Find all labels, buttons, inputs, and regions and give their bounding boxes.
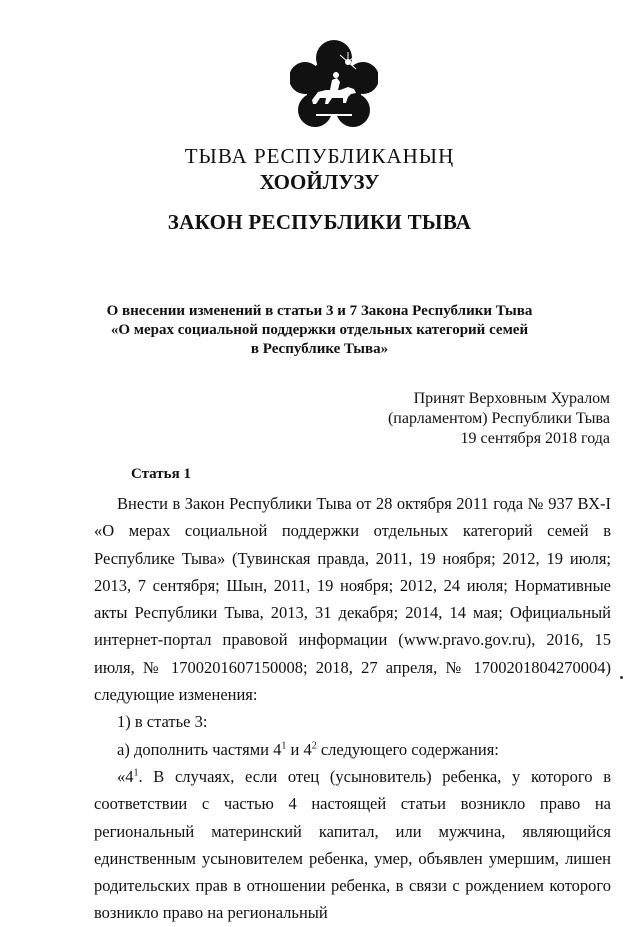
article-body	[94, 490, 611, 927]
item-a-text-2: и 4	[286, 739, 312, 759]
article-paragraph: Внести в Закон Республики Тыва от 28 октября 2011 года № 937 ВХ-I «О мерах социальной поддержки отдельных категорий семей в Республике Тыва» (Тувинская правда, 2011, 19 ноября; 2012, 19 июля; 2013, 7 сентября; Шын, 2011, 19 ноября; 2012, 24 июля; Нормативные акты Республики Тыва, 2013, 31 декабря; 2014, 14 мая; Официальный интернет-портал правовой информации (www.pravo.gov.ru), 2016, 15 июля, № 1700201607150008; 2018, 27 апреля, № 1700201804270004) следующие изменения:	[94, 494, 611, 705]
quote-sup: 1	[133, 767, 139, 779]
law-title	[0, 302, 639, 359]
item-a-sup-1: 1	[281, 740, 287, 752]
quote-text: . В случаях, если отец (усыновитель) ребенка, у которого в соответствии с частью 4 настоящей статьи возникло право на региональный материнский капитал, или мужчина, являющийся единственным усыновителем ребенка, умер, объявлен умершим, лишен родительских прав в отношении ребенка, в связи с рождением которого возникло право на региональный	[94, 766, 611, 923]
law-title-line-2: «О мерах социальной поддержки отдельных категорий семей	[110, 322, 529, 338]
header-line-tuvan: ТЫВА РЕСПУБЛИКАНЫҢ	[184, 144, 455, 168]
item-a-text-3: следующего содержания:	[316, 739, 499, 759]
coat-of-arms-icon	[290, 40, 378, 132]
adoption-note	[388, 389, 610, 449]
article-heading: Статья 1	[131, 466, 191, 482]
item-a-sup-2: 2	[311, 740, 317, 752]
quoted-amendment	[94, 763, 611, 927]
article-item-a	[94, 736, 611, 763]
article-item-1: 1) в статье 3:	[117, 712, 208, 732]
adoption-line-2: (парламентом) Республики Тыва	[387, 410, 610, 427]
scan-speck	[620, 676, 623, 679]
law-title-line-3: в Республике Тыва»	[250, 341, 389, 357]
header-line-tuvan-2: ХООЙЛУЗУ	[259, 170, 380, 194]
adoption-line-1: Принят Верховным Хуралом	[413, 390, 610, 407]
quote-number: «4	[117, 766, 134, 786]
law-title-line-1: О внесении изменений в статьи 3 и 7 Закона Республики Тыва	[106, 303, 533, 319]
item-a-text-1: а) дополнить частями 4	[117, 739, 282, 759]
adoption-date: 19 сентября 2018 года	[460, 430, 610, 447]
law-heading: ЗАКОН РЕСПУБЛИКИ ТЫВА	[167, 210, 472, 234]
